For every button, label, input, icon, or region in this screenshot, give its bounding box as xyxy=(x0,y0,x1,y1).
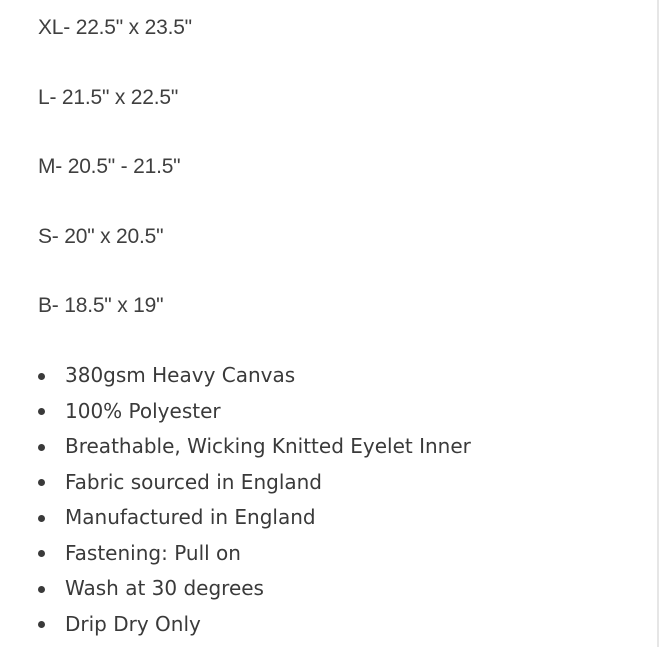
bullet-icon xyxy=(38,408,45,415)
bullet-icon xyxy=(38,515,45,522)
list-item xyxy=(0,571,471,607)
feature-text: 100% Polyester xyxy=(65,398,221,423)
feature-text: Fastening: Pull on xyxy=(65,540,241,565)
bullet-icon xyxy=(38,586,45,593)
list-item xyxy=(0,500,471,536)
list-item xyxy=(0,394,471,430)
size-m: M- 20.5" - 21.5" xyxy=(38,155,181,178)
size-xl: XL- 22.5" x 23.5" xyxy=(38,16,192,39)
feature-text: Wash at 30 degrees xyxy=(65,576,264,600)
feature-list xyxy=(0,358,471,642)
bullet-icon xyxy=(38,479,45,486)
feature-text: 380gsm Heavy Canvas xyxy=(65,363,296,387)
size-l: L- 21.5" x 22.5" xyxy=(38,86,179,109)
size-b: B- 18.5" x 19" xyxy=(38,294,164,317)
feature-text: Drip Dry Only xyxy=(65,611,201,636)
list-item xyxy=(0,607,471,643)
feature-text: Fabric sourced in England xyxy=(65,469,323,494)
list-item xyxy=(0,465,471,501)
bullet-icon xyxy=(38,550,45,557)
bullet-icon xyxy=(38,621,45,628)
list-item xyxy=(0,536,471,572)
feature-text: Manufactured in England xyxy=(65,505,316,529)
list-item xyxy=(0,358,471,394)
bullet-icon xyxy=(38,373,45,380)
list-item xyxy=(0,429,471,465)
size-s: S- 20" x 20.5" xyxy=(38,225,164,248)
bullet-icon xyxy=(38,444,45,451)
feature-text: Breathable, Wicking Knitted Eyelet Inner xyxy=(65,434,471,458)
